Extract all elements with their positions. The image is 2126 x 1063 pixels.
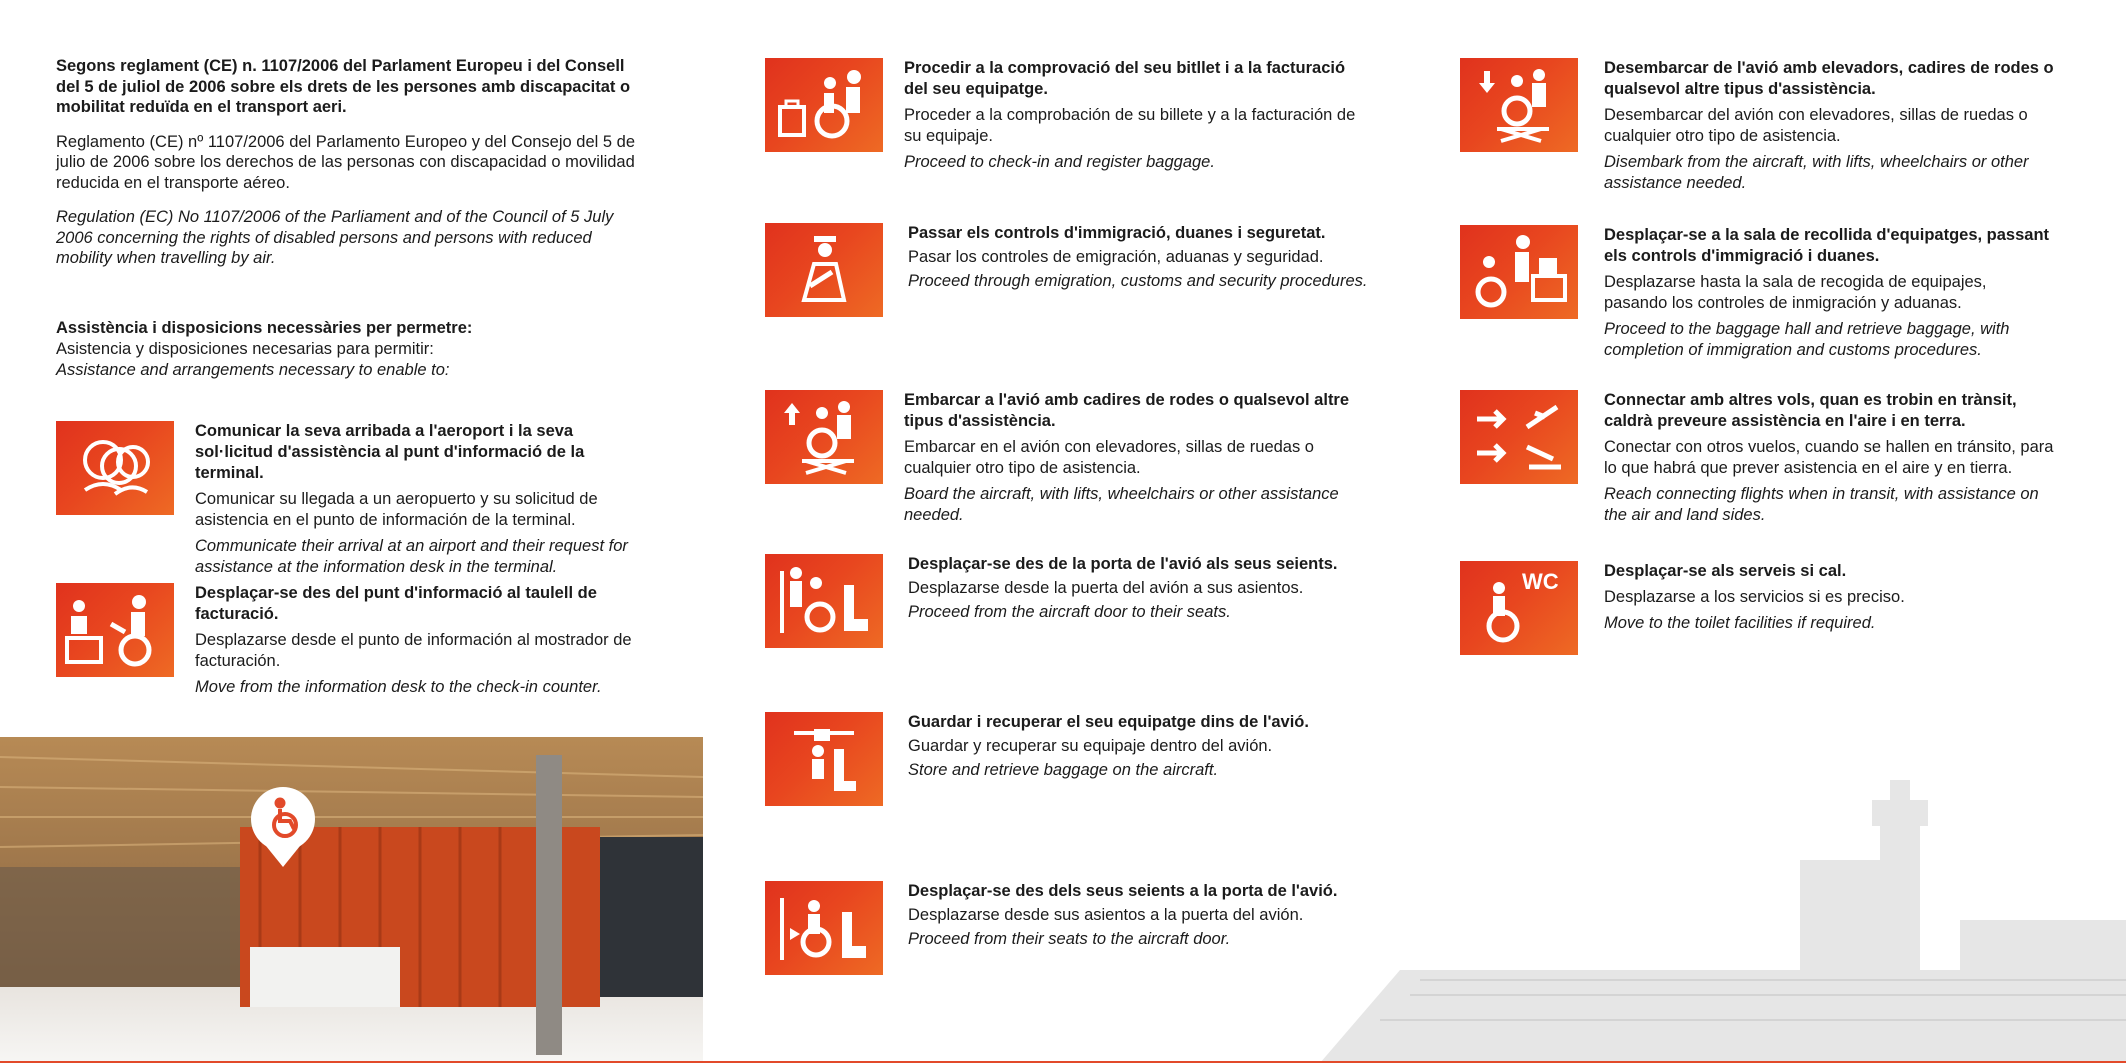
item-english: Proceed to the baggage hall and retrieve baggage, with completion of immigration and customs procedures. xyxy=(1604,320,2010,359)
connecting-flights-icon xyxy=(1460,390,1578,484)
item-catalan: Comunicar la seva arribada a l'aeroport i la seva sol·licitud d'assistència al punt d'informació de la terminal. xyxy=(195,422,585,482)
item-english: Disembark from the aircraft, with lifts, wheelchairs or other assistance needed. xyxy=(1604,153,2029,192)
item-spanish: Embarcar en el avión con elevadores, sillas de ruedas o cualquier otro tipo de asistencia. xyxy=(904,438,1314,477)
item-english: Store and retrieve baggage on the aircraft. xyxy=(908,761,1219,779)
item-catalan: Desplaçar-se des del punt d'informació al taulell de facturació. xyxy=(195,584,597,623)
checkin-baggage-icon xyxy=(765,58,883,152)
item-catalan: Desplaçar-se des dels seus seients a la porta de l'avió. xyxy=(908,882,1338,900)
item-spanish: Desplazarse desde sus asientos a la puerta del avión. xyxy=(908,906,1304,924)
wc-label: WC xyxy=(1522,569,1559,594)
assistance-english: Assistance and arrangements necessary to enable to: xyxy=(56,361,450,379)
overhead-baggage-icon xyxy=(765,712,883,806)
item-english: Move to the toilet facilities if required. xyxy=(1604,614,1876,632)
airport-skyline-illustration xyxy=(1320,780,2126,1063)
disembark-lift-icon xyxy=(1460,58,1578,152)
item-spanish: Desembarcar del avión con elevadores, sillas de ruedas o cualquier otro tipo de asistencia. xyxy=(1604,106,2028,145)
item-english: Proceed to check-in and register baggage. xyxy=(904,153,1215,171)
item-catalan: Guardar i recuperar el seu equipatge dins de l'avió. xyxy=(908,713,1309,731)
item-english: Move from the information desk to the check-in counter. xyxy=(195,678,602,696)
item-catalan: Connectar amb altres vols, quan es trobin en trànsit, caldrà preveure assistència en l'aire i en terra. xyxy=(1604,391,2017,430)
toilet-wc-icon xyxy=(1460,561,1578,655)
information-desk-icon xyxy=(56,421,174,515)
item-english: Communicate their arrival at an airport and their request for assistance at the information desk in the terminal. xyxy=(195,537,628,576)
item-spanish: Conectar con otros vuelos, cuando se hallen en tránsito, para lo que habrá que prever asistencia en el aire y en tierra. xyxy=(1604,438,2054,477)
item-spanish: Desplazarse desde el punto de información al mostrador de facturación. xyxy=(195,631,632,670)
door-to-seat-icon xyxy=(765,554,883,648)
baggage-hall-icon xyxy=(1460,225,1578,319)
intro-english: Regulation (EC) No 1107/2006 of the Parliament and of the Council of 5 July 2006 concerning the rights of disabled persons and persons with reduced mobility when travelling by air. xyxy=(56,208,614,267)
item-spanish: Pasar los controles de emigración, aduanas y seguridad. xyxy=(908,248,1324,266)
item-catalan: Embarcar a l'avió amb cadires de rodes o qualsevol altre tipus d'assistència. xyxy=(904,391,1350,430)
item-catalan: Desplaçar-se des de la porta de l'avió als seus seients. xyxy=(908,555,1338,573)
item-spanish: Guardar y recuperar su equipaje dentro del avión. xyxy=(908,737,1273,755)
boarding-lift-icon xyxy=(765,390,883,484)
item-english: Proceed through emigration, customs and security procedures. xyxy=(908,272,1368,290)
item-spanish: Desplazarse desde la puerta del avión a sus asientos. xyxy=(908,579,1304,597)
intro-spanish: Reglamento (CE) nº 1107/2006 del Parlamento Europeo y del Consejo del 5 de julio de 2006 sobre los derechos de las personas con discapacidad o movilidad reducida en el transporte aéreo. xyxy=(56,132,635,192)
item-catalan: Passar els controls d'immigració, duanes i seguretat. xyxy=(908,224,1326,242)
seat-to-door-icon xyxy=(765,881,883,975)
assistance-spanish: Asistencia y disposiciones necesarias para permitir: xyxy=(56,340,434,358)
item-spanish: Comunicar su llegada a un aeropuerto y su solicitud de asistencia en el punto de información de la terminal. xyxy=(195,490,598,529)
item-english: Reach connecting flights when in transit, with assistance on the air and land sides. xyxy=(1604,485,2039,524)
assistance-heading xyxy=(56,318,646,381)
regulation-intro xyxy=(56,56,646,283)
assistance-catalan: Assistència i disposicions necessàries per permetre: xyxy=(56,319,473,337)
item-catalan: Procedir a la comprovació del seu bitllet i a la facturació del seu equipatge. xyxy=(904,59,1346,98)
item-catalan: Desplaçar-se als serveis si cal. xyxy=(1604,562,1847,580)
item-english: Proceed from their seats to the aircraft door. xyxy=(908,930,1231,948)
item-english: Proceed from the aircraft door to their seats. xyxy=(908,603,1231,621)
info-to-checkin-icon xyxy=(56,583,174,677)
security-control-icon xyxy=(765,223,883,317)
terminal-photo xyxy=(0,737,703,1063)
item-spanish: Desplazarse hasta la sala de recogida de equipajes, pasando los controles de inmigración y aduanas. xyxy=(1604,273,1987,312)
intro-catalan: Segons reglament (CE) n. 1107/2006 del Parlament Europeu i del Consell del 5 de juliol de 2006 sobre els drets de les persones amb discapacitat o mobilitat reduïda en el transport aeri. xyxy=(56,57,631,116)
item-spanish: Desplazarse a los servicios si es preciso. xyxy=(1604,588,1905,606)
item-catalan: Desembarcar de l'avió amb elevadors, cadires de rodes o qualsevol altre tipus d'assistència. xyxy=(1604,59,2054,98)
item-spanish: Proceder a la comprobación de su billete y a la facturación de su equipaje. xyxy=(904,106,1356,145)
item-english: Board the aircraft, with lifts, wheelchairs or other assistance needed. xyxy=(904,485,1339,524)
item-catalan: Desplaçar-se a la sala de recollida d'equipatges, passant els controls d'immigració i duanes. xyxy=(1604,226,2050,265)
